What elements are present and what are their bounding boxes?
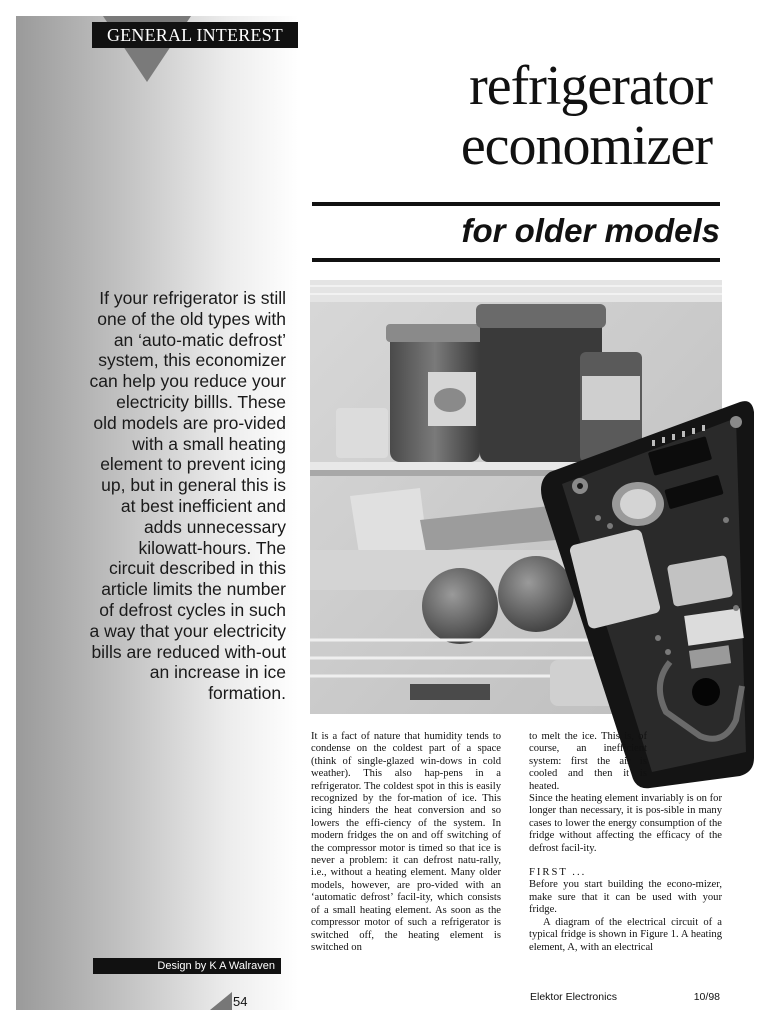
body-paragraph: It is a fact of nature that humidity tends to condense on the coldest part of a space (think of single-glazed win-dows in cold weather). This also hap-pens in a refrigerator. The coldest spot in this is easily recognized by the for-mation of ice. This icing hinders the heat conversion and so lowers the effi-ciency of the system. In modern fridges the on and off switching of the compressor motor is timed so that ice is never a problem: it can defrost natu-rally, i.e., without a heating element. Many older models, however, are pro-vided with an ‘automatic defrost’ facil-ity, which consists of a small heating element. As soon as the compressor motor of such a refrigerator is switched off, the heating element is switched on xyxy=(311,731,501,953)
body-column-2 xyxy=(529,731,722,954)
footer-magazine-name: Elektor Electronics xyxy=(530,991,617,1003)
article-title xyxy=(292,56,712,176)
body-paragraph: A diagram of the electrical circuit of a typical fridge is shown in Figure 1. A heating element, A, with an electrical xyxy=(529,916,722,953)
title-line-2: economizer xyxy=(460,115,712,177)
body-paragraph: Since the heating element invariably is on for longer than necessary, it is pos-sible in many cases to lower the energy consumption of the fridge without affecting the efficacy of the defrost facil-ity. xyxy=(529,793,722,854)
subtitle-rule-top xyxy=(312,202,720,206)
body-column-1 xyxy=(311,731,501,954)
body-paragraph: Before you start building the econo-mizer, make sure that it can be used with your fridge. xyxy=(529,879,722,916)
subtitle-rule-bottom xyxy=(312,258,720,262)
page-marker-triangle xyxy=(210,992,232,1010)
section-label: GENERAL INTEREST xyxy=(92,22,298,48)
section-heading: FIRST ... xyxy=(529,867,587,879)
intro-paragraph: If your refrigerator is still one of the old types with an ‘auto-matic defrost’ system, this economizer can help you reduce your electricity billls. These old models are pro-vided with a small heating element to prevent icing up, but in general this is at best inefficient and adds unnecessary kilowatt-hours. The circuit described in this article limits the number of defrost cycles in such a way that your electricity bills are reduced with-out an increase in ice formation. xyxy=(89,288,286,704)
design-credit: Design by K A Walraven xyxy=(93,958,281,974)
page-number: 54 xyxy=(233,994,248,1009)
title-line-1: refrigerator xyxy=(469,55,712,117)
footer-issue: 10/98 xyxy=(693,991,720,1003)
article-subtitle: for older models xyxy=(461,212,720,249)
body-paragraph: to melt the ice. This is, of course, an inefficient system: first the air is cooled and then it is heated. xyxy=(529,731,647,792)
